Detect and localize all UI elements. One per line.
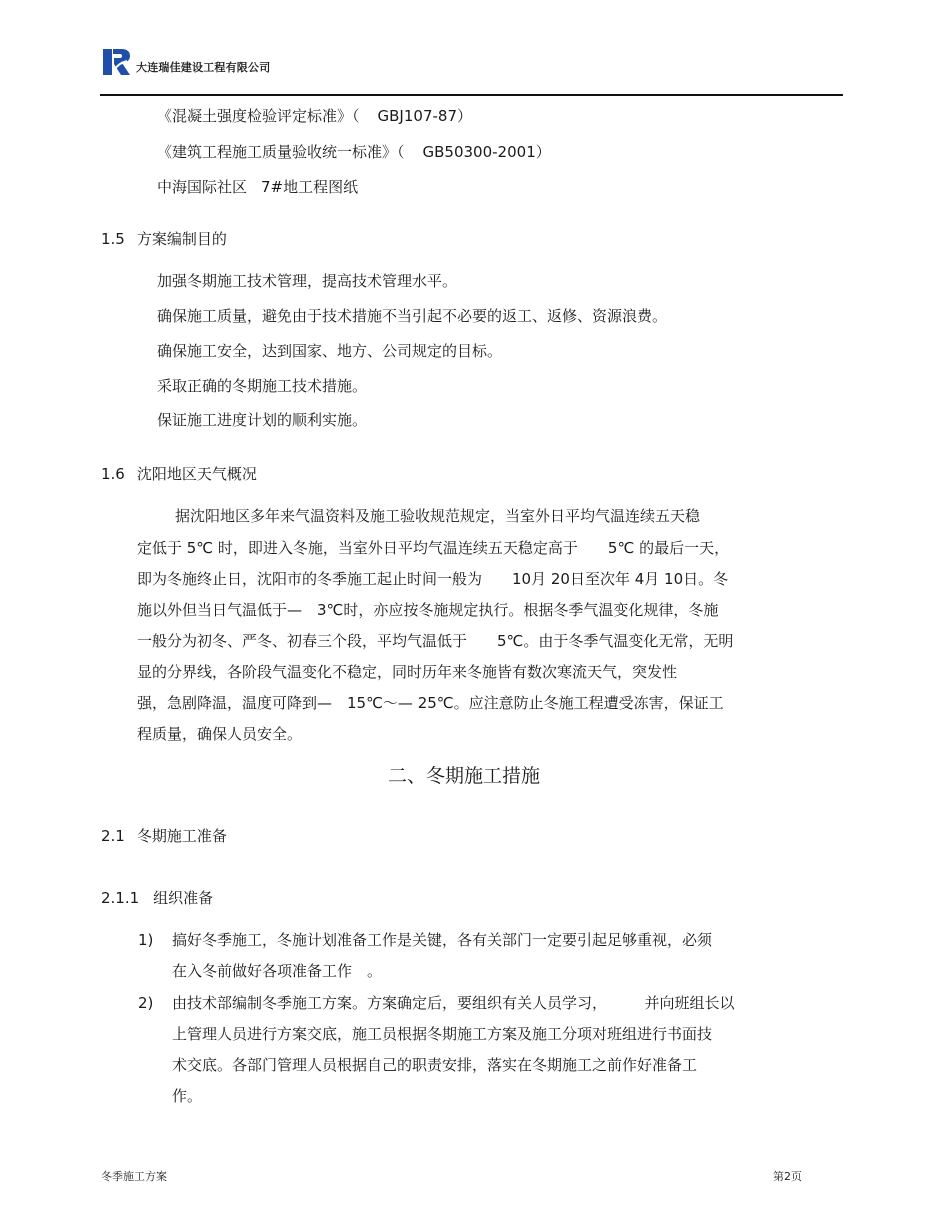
reference-line xyxy=(157,143,551,161)
purpose-item: 保证施工进度计划的顺利实施。 xyxy=(157,411,368,429)
list-item-line: 术交底。各部门管理人员根据自己的职责安排，落实在冬期施工之前作好准备工 xyxy=(172,1056,698,1074)
weather-paragraph-line: 程质量，确保人员安全。 xyxy=(137,725,303,743)
weather-paragraph-line: 显的分界线，各阶段气温变化不稳定，同时历年来冬施皆有数次寒流天气，突发性 xyxy=(137,663,678,681)
section-heading-2-1-1 xyxy=(101,889,213,907)
weather-paragraph-line: 据沈阳地区多年来气温资料及施工验收规范规定，当室外日平均气温连续五天稳 xyxy=(175,507,701,525)
section-heading-1-5 xyxy=(101,230,227,248)
section-number: 1.6 xyxy=(101,465,125,483)
list-item-line: 上管理人员进行方案交底，施工员根据冬期施工方案及施工分项对班组进行书面技 xyxy=(172,1025,713,1043)
weather-paragraph-line: 施以外但当日气温低于— 3℃时，亦应按冬施规定执行。根据冬季气温变化规律，冬施 xyxy=(137,601,719,619)
list-item-line: 由技术部编制冬季施工方案。方案确定后，要组织有关人员学习， 并向班组长以 xyxy=(172,994,735,1012)
reference-title: 中海国际社区 xyxy=(157,178,248,196)
footer-doc-title: 冬季施工方案 xyxy=(101,1170,167,1183)
section-number: 1.5 xyxy=(101,230,125,248)
reference-line xyxy=(157,107,472,125)
section-title: 冬期施工准备 xyxy=(136,827,227,845)
weather-paragraph-line: 强，急剧降温，温度可降到— 15℃～— 25℃。应注意防止冬施工程遭受冻害，保证工 xyxy=(137,694,724,712)
purpose-item: 加强冬期施工技术管理，提高技术管理水平。 xyxy=(157,272,458,290)
section-heading-1-6 xyxy=(101,465,257,483)
reference-title: 《混凝土强度检验评定标准》（ xyxy=(157,107,360,125)
reference-line xyxy=(157,178,358,196)
section-title: 方案编制目的 xyxy=(136,230,227,248)
purpose-item: 采取正确的冬期施工技术措施。 xyxy=(157,377,368,395)
reference-title: 《建筑工程施工质量验收统一标准》（ xyxy=(157,143,405,161)
header-divider xyxy=(100,94,843,96)
company-logo xyxy=(101,47,134,77)
list-item-line: 搞好冬季施工，冬施计划准备工作是关键，各有关部门一定要引起足够重视，必须 xyxy=(172,931,713,949)
list-item-line: 作。 xyxy=(172,1087,203,1105)
list-marker: 2) xyxy=(138,994,154,1012)
weather-paragraph-line: 即为冬施终止日，沈阳市的冬季施工起止时间一般为 10月 20日至次年 4月 10日。冬 xyxy=(137,570,729,588)
list-item-line: 在入冬前做好各项准备工作 。 xyxy=(172,962,383,980)
weather-paragraph-line: 定低于 5℃ 时，即进入冬施，当室外日平均气温连续五天稳定高于 5℃ 的最后一天， xyxy=(137,539,730,557)
purpose-item: 确保施工质量，避免由于技术措施不当引起不必要的返工、返修、资源浪费。 xyxy=(157,307,668,325)
company-name: 大连瑞佳建设工程有限公司 xyxy=(136,61,271,74)
section-number: 2.1 xyxy=(101,827,125,845)
reference-code: GB50300-2001） xyxy=(422,143,551,161)
reference-code: GBJ107-87） xyxy=(377,107,472,125)
list-marker: 1) xyxy=(138,931,154,949)
chapter-title: 二、冬期施工措施 xyxy=(388,765,541,787)
section-title: 组织准备 xyxy=(153,889,214,907)
purpose-item: 确保施工安全，达到国家、地方、公司规定的目标。 xyxy=(157,342,503,360)
weather-paragraph-line: 一般分为初冬、严冬、初春三个段，平均气温低于 5℃。由于冬季气温变化无常，无明 xyxy=(137,632,734,650)
reference-code: 7#地工程图纸 xyxy=(261,178,359,196)
footer-page-number: 第2页 xyxy=(773,1170,802,1183)
section-title: 沈阳地区天气概况 xyxy=(136,465,257,483)
section-heading-2-1 xyxy=(101,827,227,845)
section-number: 2.1.1 xyxy=(101,889,140,907)
